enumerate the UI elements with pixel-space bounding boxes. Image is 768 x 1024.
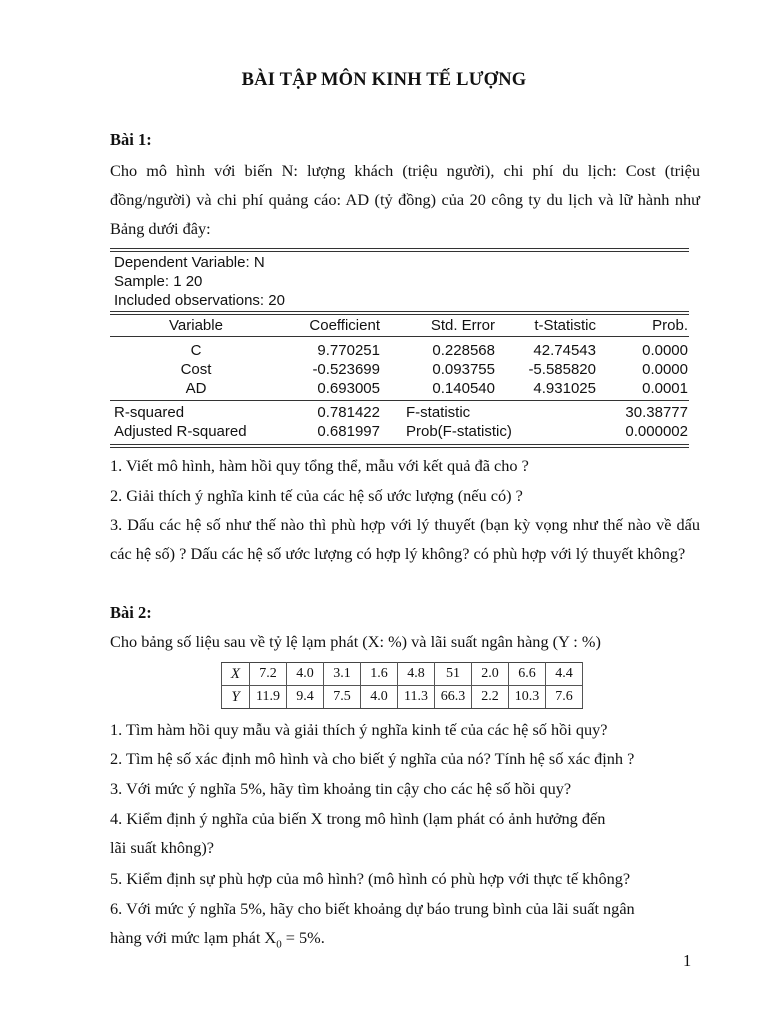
bai2-question-1: 1. Tìm hàm hồi quy mẫu và giải thích ý nghĩa kinh tế của các hệ số hồi quy?	[110, 720, 608, 739]
row-coefficient: 0.693005	[317, 380, 380, 397]
bai1-intro: Cho mô hình với biến N: lượng khách (triệu người), chi phí du lịch: Cost (triệu đồng/người) và chi phí quảng cáo: AD (tỷ đồng) của 20 công ty du lịch và lữ hành như Bảng dưới đây:	[110, 161, 700, 238]
y-value: 66.3	[435, 686, 472, 709]
bai2-heading: Bài 2:	[110, 603, 152, 622]
y-value: 10.3	[509, 686, 546, 709]
row-t-statistic: -5.585820	[528, 361, 596, 378]
x-value: 51	[435, 663, 472, 686]
y-value: 4.0	[361, 686, 398, 709]
row-prob: 0.0000	[642, 342, 688, 359]
row-coefficient: -0.523699	[312, 361, 380, 378]
bai2-question-4-cont: lãi suất không)?	[110, 838, 214, 857]
x-value: 3.1	[324, 663, 361, 686]
x-value: 6.6	[509, 663, 546, 686]
regression-output	[110, 248, 689, 448]
y-value: 7.5	[324, 686, 361, 709]
stat-label: R-squared	[114, 404, 185, 421]
row-coefficient: 9.770251	[317, 342, 380, 359]
bai2-question-6-cont	[110, 928, 325, 950]
bai1-heading: Bài 1:	[110, 130, 152, 149]
row-variable: AD	[185, 380, 207, 397]
page-title: BÀI TẬP MÔN KINH TẾ LƯỢNG	[241, 70, 527, 90]
x-value: 4.8	[398, 663, 435, 686]
y-value: 9.4	[287, 686, 324, 709]
x-value: 2.0	[472, 663, 509, 686]
row-std-error: 0.093755	[432, 361, 495, 378]
row-prob: 0.0001	[642, 380, 688, 397]
q6-cont-suffix: = 5%.	[281, 928, 325, 947]
stat-value: 30.38777	[625, 404, 688, 421]
sample-range: Sample: 1 20	[114, 273, 203, 290]
bai2-question-5: 5. Kiểm định sự phù hợp của mô hình? (mô hình có phù hợp với thực tế không?	[110, 869, 631, 888]
x-value: 4.4	[546, 663, 583, 686]
y-value: 11.3	[398, 686, 435, 709]
data-table	[221, 662, 583, 709]
bai1-question-1: 1. Viết mô hình, hàm hồi quy tổng thể, mẫu với kết quả đã cho ?	[110, 456, 529, 475]
q6-cont-subscript: 0	[276, 938, 282, 951]
x-label: X	[222, 663, 250, 686]
row-variable: C	[190, 342, 202, 359]
row-std-error: 0.228568	[432, 342, 495, 359]
bai1-question-3: 3. Dấu các hệ số như thế nào thì phù hợp với lý thuyết (bạn kỳ vọng như thế nào về dấu các hệ số) ? Dấu các hệ số ước lượng có hợp lý không? có phù hợp với lý thuyết không?	[110, 515, 700, 563]
x-value: 1.6	[361, 663, 398, 686]
table-row	[222, 663, 583, 686]
included-observations: Included observations: 20	[114, 292, 285, 309]
col-header-std-error: Std. Error	[430, 317, 495, 334]
y-label: Y	[222, 686, 250, 709]
row-t-statistic: 42.74543	[533, 342, 596, 359]
x-value: 4.0	[287, 663, 324, 686]
table-row	[222, 686, 583, 709]
stat-label: Adjusted R-squared	[114, 423, 247, 440]
stat-label: F-statistic	[406, 404, 471, 421]
bai2-question-2: 2. Tìm hệ số xác định mô hình và cho biết ý nghĩa của nó? Tính hệ số xác định ?	[110, 749, 635, 768]
stat-value: 0.681997	[317, 423, 380, 440]
stat-value: 0.000002	[625, 423, 688, 440]
y-value: 11.9	[250, 686, 287, 709]
bai1-question-2: 2. Giải thích ý nghĩa kinh tế của các hệ số ước lượng (nếu có) ?	[110, 486, 523, 505]
page-number: 1	[683, 951, 692, 970]
row-prob: 0.0000	[642, 361, 688, 378]
bai2-question-4: 4. Kiểm định ý nghĩa của biến X trong mô hình (lạm phát có ảnh hưởng đến	[110, 809, 606, 828]
row-std-error: 0.140540	[432, 380, 495, 397]
col-header-prob: Prob.	[652, 317, 688, 334]
y-value: 7.6	[546, 686, 583, 709]
stat-label: Prob(F-statistic)	[406, 423, 512, 440]
col-header-variable: Variable	[169, 317, 223, 334]
q6-cont-prefix: hàng với mức lạm phát X	[110, 928, 277, 947]
row-t-statistic: 4.931025	[533, 380, 596, 397]
bai2-question-3: 3. Với mức ý nghĩa 5%, hãy tìm khoảng tin cậy cho các hệ số hồi quy?	[110, 779, 572, 798]
bai2-intro: Cho bảng số liệu sau về tỷ lệ lạm phát (X: %) và lãi suất ngân hàng (Y : %)	[110, 632, 601, 651]
bai2-question-6: 6. Với mức ý nghĩa 5%, hãy cho biết khoảng dự báo trung bình của lãi suất ngân	[110, 899, 635, 918]
dependent-variable: Dependent Variable: N	[114, 254, 265, 271]
y-value: 2.2	[472, 686, 509, 709]
x-value: 7.2	[250, 663, 287, 686]
row-variable: Cost	[180, 361, 212, 378]
col-header-t-statistic: t-Statistic	[534, 317, 596, 334]
col-header-coefficient: Coefficient	[309, 317, 380, 334]
stat-value: 0.781422	[317, 404, 380, 421]
